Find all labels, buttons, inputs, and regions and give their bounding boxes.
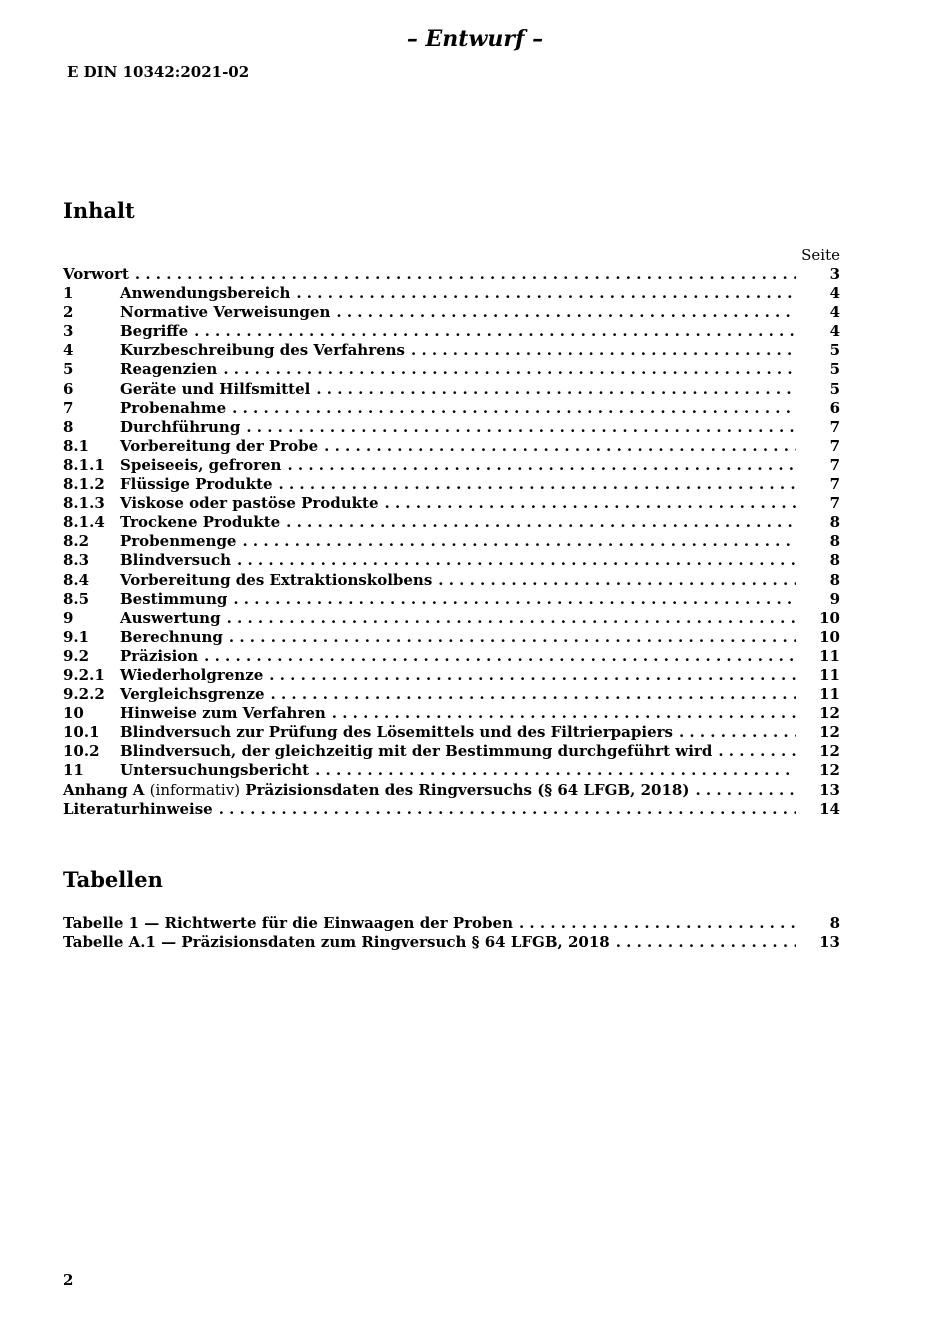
toc-entry-number: 1 xyxy=(63,284,74,303)
toc-entry-title: Speiseeis, gefroren xyxy=(120,455,282,474)
toc-entry-page: 10 xyxy=(819,608,840,627)
toc-entry-number: 7 xyxy=(63,398,74,417)
toc-entry-page: 4 xyxy=(829,303,840,322)
toc-leader-dots xyxy=(287,456,796,475)
toc-entry[interactable] xyxy=(63,360,840,379)
toc-leader-dots xyxy=(194,322,796,341)
toc-leader-dots xyxy=(332,704,796,723)
toc-leader-dots xyxy=(269,666,796,685)
toc-entry-page: 5 xyxy=(829,379,840,398)
toc-leader-dots xyxy=(679,723,796,742)
page-column-label: Seite xyxy=(801,246,840,264)
toc-leader-dots xyxy=(616,933,796,952)
toc-entry-page: 11 xyxy=(819,665,840,684)
toc-entry-number: 8.1 xyxy=(63,436,90,455)
toc-entry-page: 7 xyxy=(829,494,840,513)
toc-entry-title: Untersuchungsbericht xyxy=(120,761,310,780)
toc-entry-page: 8 xyxy=(829,532,840,551)
toc-leader-dots xyxy=(286,513,796,532)
table-of-contents xyxy=(63,265,840,819)
table-entry-page: 13 xyxy=(819,933,840,952)
toc-entry-page: 7 xyxy=(829,475,840,494)
toc-entry-title: Geräte und Hilfsmittel xyxy=(120,379,311,398)
toc-entry-page: 8 xyxy=(829,513,840,532)
toc-entry[interactable] xyxy=(63,437,840,456)
toc-entry-number: 3 xyxy=(63,322,74,341)
toc-entry[interactable] xyxy=(63,341,840,360)
toc-leader-dots xyxy=(237,551,796,570)
toc-entry-page: 13 xyxy=(819,780,840,799)
toc-leader-dots xyxy=(271,685,796,704)
toc-entry-number: 8.3 xyxy=(63,551,90,570)
document-id: E DIN 10342:2021-02 xyxy=(67,63,250,81)
toc-entry-title: Kurzbeschreibung des Verfahrens xyxy=(120,341,405,360)
toc-entry-number: 8.5 xyxy=(63,589,90,608)
toc-entry-title: Durchführung xyxy=(120,417,241,436)
toc-entry[interactable] xyxy=(63,456,840,475)
toc-entry-page: 7 xyxy=(829,417,840,436)
toc-entry[interactable] xyxy=(63,761,840,780)
toc-leader-dots xyxy=(246,418,796,437)
toc-entry-title: Hinweise zum Verfahren xyxy=(120,704,326,723)
toc-entry-page: 11 xyxy=(819,646,840,665)
toc-entry-page: 4 xyxy=(829,322,840,341)
toc-annex-title xyxy=(63,781,695,800)
tables-heading: Tabellen xyxy=(63,867,163,892)
toc-leader-dots xyxy=(135,265,796,284)
toc-entry-number: 5 xyxy=(63,360,74,379)
toc-entry[interactable] xyxy=(63,647,840,666)
toc-entry[interactable] xyxy=(63,322,840,341)
annex-qualifier: (informativ) xyxy=(149,780,241,799)
toc-entry[interactable] xyxy=(63,609,840,628)
toc-entry-number: 8 xyxy=(63,417,74,436)
toc-entry[interactable] xyxy=(63,551,840,570)
toc-entry[interactable] xyxy=(63,532,840,551)
toc-entry-title: Präzision xyxy=(120,646,199,665)
list-of-tables xyxy=(63,914,840,952)
toc-entry-number: 10.1 xyxy=(63,723,100,742)
toc-entry-title: Auswertung xyxy=(120,608,221,627)
draft-label: – Entwurf – xyxy=(406,26,544,52)
toc-entry-page: 9 xyxy=(829,589,840,608)
contents-heading: Inhalt xyxy=(63,198,135,223)
toc-leader-dots xyxy=(324,437,796,456)
toc-entry[interactable] xyxy=(63,380,840,399)
toc-entry-title: Begriffe xyxy=(120,322,189,341)
toc-entry-number: 10.2 xyxy=(63,742,100,761)
toc-leader-dots xyxy=(229,628,796,647)
table-entry-page: 8 xyxy=(829,914,840,932)
toc-entry-page: 8 xyxy=(829,570,840,589)
toc-entry-page: 12 xyxy=(819,723,840,742)
toc-leader-dots xyxy=(315,761,796,780)
toc-entry-page: 8 xyxy=(829,551,840,570)
toc-entry-number: 8.2 xyxy=(63,532,90,551)
toc-entry-number: 2 xyxy=(63,303,74,322)
toc-entry[interactable] xyxy=(63,303,840,322)
toc-entry-title: Wiederholgrenze xyxy=(120,665,264,684)
toc-entry-title: Vorbereitung des Extraktionskolbens xyxy=(120,570,433,589)
toc-entry-page: 3 xyxy=(829,265,840,283)
toc-leader-dots xyxy=(316,380,796,399)
toc-entry-page: 12 xyxy=(819,761,840,780)
toc-leader-dots xyxy=(233,590,796,609)
toc-leader-dots xyxy=(336,303,796,322)
toc-leader-dots xyxy=(242,532,796,551)
toc-entry-title: Blindversuch zur Prüfung des Lösemittels und des Filtrierpapiers xyxy=(120,723,673,742)
toc-entry-page: 12 xyxy=(819,742,840,761)
toc-entry-page: 11 xyxy=(819,685,840,704)
toc-leader-dots xyxy=(296,284,796,303)
toc-entry-number: 8.1.3 xyxy=(63,494,105,513)
toc-entry[interactable] xyxy=(63,513,840,532)
toc-leader-dots xyxy=(438,571,796,590)
table-list-entry[interactable] xyxy=(63,914,840,933)
toc-entry-page: 12 xyxy=(819,704,840,723)
toc-leader-dots xyxy=(232,399,796,418)
toc-entry-title: Blindversuch, der gleichzeitig mit der Bestimmung durchgeführt wird xyxy=(120,742,713,761)
toc-entry-number: 9.2 xyxy=(63,646,90,665)
table-entry-title: Tabelle A.1 — Präzisionsdaten zum Ringversuch § 64 LFGB, 2018 xyxy=(63,933,610,952)
toc-entry-number: 11 xyxy=(63,761,84,780)
toc-entry-title: Trockene Produkte xyxy=(120,513,281,532)
toc-entry[interactable] xyxy=(63,494,840,513)
toc-entry-number: 8.1.4 xyxy=(63,513,105,532)
toc-entry-number: 4 xyxy=(63,341,74,360)
toc-entry[interactable] xyxy=(63,284,840,303)
toc-entry-title: Normative Verweisungen xyxy=(120,303,331,322)
toc-entry-number: 9 xyxy=(63,608,74,627)
toc-entry-title: Vorwort xyxy=(63,265,129,283)
toc-leader-dots xyxy=(219,800,796,819)
toc-leader-dots xyxy=(411,341,796,360)
toc-entry-number: 9.2.1 xyxy=(63,665,105,684)
toc-entry[interactable] xyxy=(63,628,840,647)
toc-entry-title: Blindversuch xyxy=(120,551,232,570)
toc-entry[interactable] xyxy=(63,475,840,494)
toc-entry-title: Probenmenge xyxy=(120,532,237,551)
annex-title-text: Präzisionsdaten des Ringversuchs (§ 64 LFGB, 2018) xyxy=(245,780,690,799)
toc-leader-dots xyxy=(718,742,796,761)
toc-entry[interactable] xyxy=(63,418,840,437)
toc-entry-number: 6 xyxy=(63,379,74,398)
toc-entry[interactable] xyxy=(63,666,840,685)
toc-entry[interactable] xyxy=(63,685,840,704)
toc-entry[interactable] xyxy=(63,704,840,723)
toc-entry-number: 9.2.2 xyxy=(63,685,105,704)
toc-entry[interactable] xyxy=(63,399,840,418)
toc-entry-title: Probenahme xyxy=(120,398,227,417)
toc-entry-page: 14 xyxy=(819,799,840,818)
toc-entry-title: Flüssige Produkte xyxy=(120,475,273,494)
toc-leader-dots xyxy=(223,360,796,379)
toc-entry-page: 10 xyxy=(819,627,840,646)
toc-entry[interactable] xyxy=(63,265,840,284)
toc-entry-bibliography[interactable] xyxy=(63,800,840,819)
toc-entry-title: Anwendungsbereich xyxy=(120,284,291,303)
toc-entry[interactable] xyxy=(63,590,840,609)
toc-leader-dots xyxy=(519,914,796,933)
toc-entry-number: 8.4 xyxy=(63,570,90,589)
toc-entry-title: Reagenzien xyxy=(120,360,218,379)
table-list-entry[interactable] xyxy=(63,933,840,952)
toc-entry-page: 5 xyxy=(829,360,840,379)
toc-entry-number: 10 xyxy=(63,704,84,723)
toc-entry[interactable] xyxy=(63,723,840,742)
toc-leader-dots xyxy=(279,475,796,494)
toc-entry-number: 9.1 xyxy=(63,627,90,646)
table-entry-title: Tabelle 1 — Richtwerte für die Einwaagen der Proben xyxy=(63,914,513,932)
toc-bibliography-title: Literaturhinweise xyxy=(63,799,213,818)
toc-entry-title: Bestimmung xyxy=(120,589,228,608)
toc-entry-page: 6 xyxy=(829,398,840,417)
toc-entry-title: Vorbereitung der Probe xyxy=(120,436,319,455)
page-number: 2 xyxy=(63,1271,74,1289)
toc-entry-annex[interactable] xyxy=(63,781,840,800)
toc-leader-dots xyxy=(695,781,796,800)
toc-leader-dots xyxy=(385,494,796,513)
toc-entry-number: 8.1.2 xyxy=(63,475,105,494)
toc-leader-dots xyxy=(204,647,796,666)
toc-entry[interactable] xyxy=(63,571,840,590)
toc-entry-page: 7 xyxy=(829,455,840,474)
annex-prefix: Anhang A xyxy=(63,780,145,799)
toc-leader-dots xyxy=(227,609,796,628)
toc-entry-page: 4 xyxy=(829,284,840,303)
toc-entry-title: Viskose oder pastöse Produkte xyxy=(120,494,379,513)
toc-entry-title: Vergleichsgrenze xyxy=(120,685,265,704)
toc-entry-page: 5 xyxy=(829,341,840,360)
toc-entry[interactable] xyxy=(63,742,840,761)
toc-entry-page: 7 xyxy=(829,436,840,455)
toc-entry-title: Berechnung xyxy=(120,627,223,646)
toc-entry-number: 8.1.1 xyxy=(63,455,105,474)
